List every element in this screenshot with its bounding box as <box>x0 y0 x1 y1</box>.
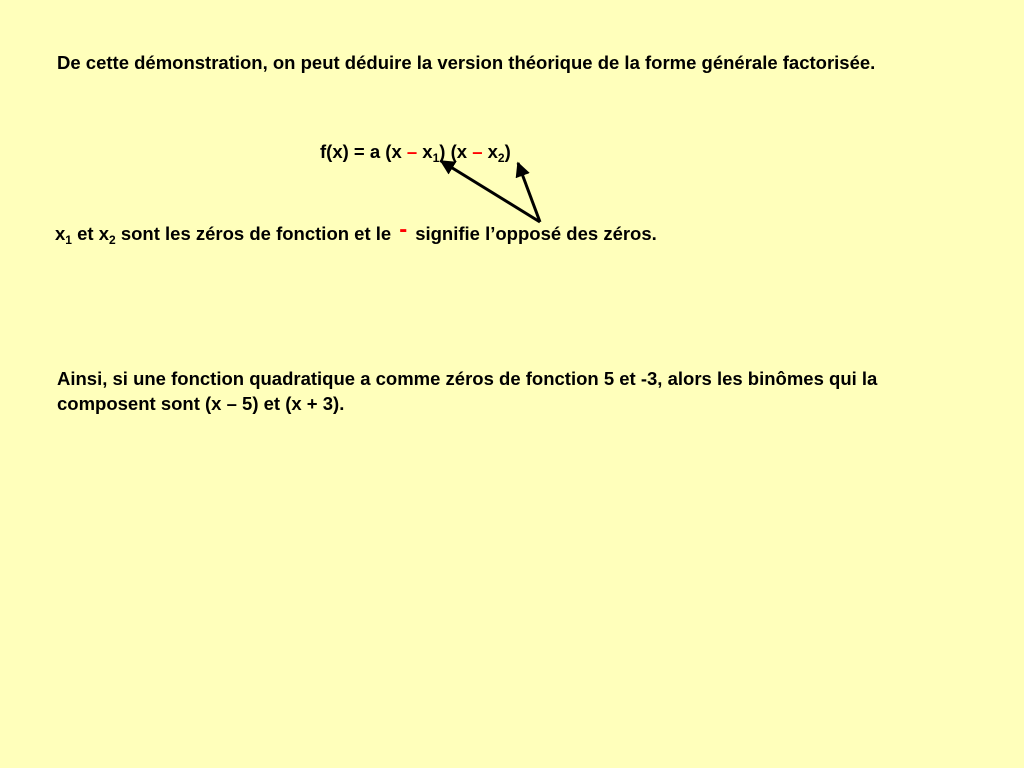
zeros-connector: et x <box>71 223 110 244</box>
zeros-text-b: signifie l’opposé des zéros. <box>415 223 657 244</box>
zeros-x1-sub: 1 <box>65 233 72 247</box>
formula-mid: ) (x <box>439 141 473 162</box>
formula-x2-sub: 2 <box>497 151 505 165</box>
arrow-to-first-minus <box>441 161 540 222</box>
zeros-red-dash: - <box>399 216 408 243</box>
intro-paragraph: De cette démonstration, on peut déduire la version théorique de la forme générale factorisée. <box>57 52 876 73</box>
zeros-x2-sub: 2 <box>109 233 116 247</box>
zeros-explanation <box>55 216 657 247</box>
formula-x1-sub: 1 <box>432 151 440 165</box>
zeros-x1-var: x <box>55 223 66 244</box>
example-paragraph: Ainsi, si une fonction quadratique a comme zéros de fonction 5 et -3, alors les binômes qui la composent sont (x – 5) et (x + 3). <box>57 368 878 414</box>
formula-minus-2: – <box>472 141 483 162</box>
zeros-text-a: sont les zéros de fonction et le <box>115 223 392 244</box>
formula-x2-var: x <box>482 141 498 162</box>
formula-minus-1: – <box>406 141 418 162</box>
formula-end: ) <box>504 141 511 162</box>
formula-x1-var: x <box>417 141 433 162</box>
formula-lhs: f(x) = a (x <box>320 141 407 162</box>
arrow-to-second-minus <box>518 163 540 222</box>
